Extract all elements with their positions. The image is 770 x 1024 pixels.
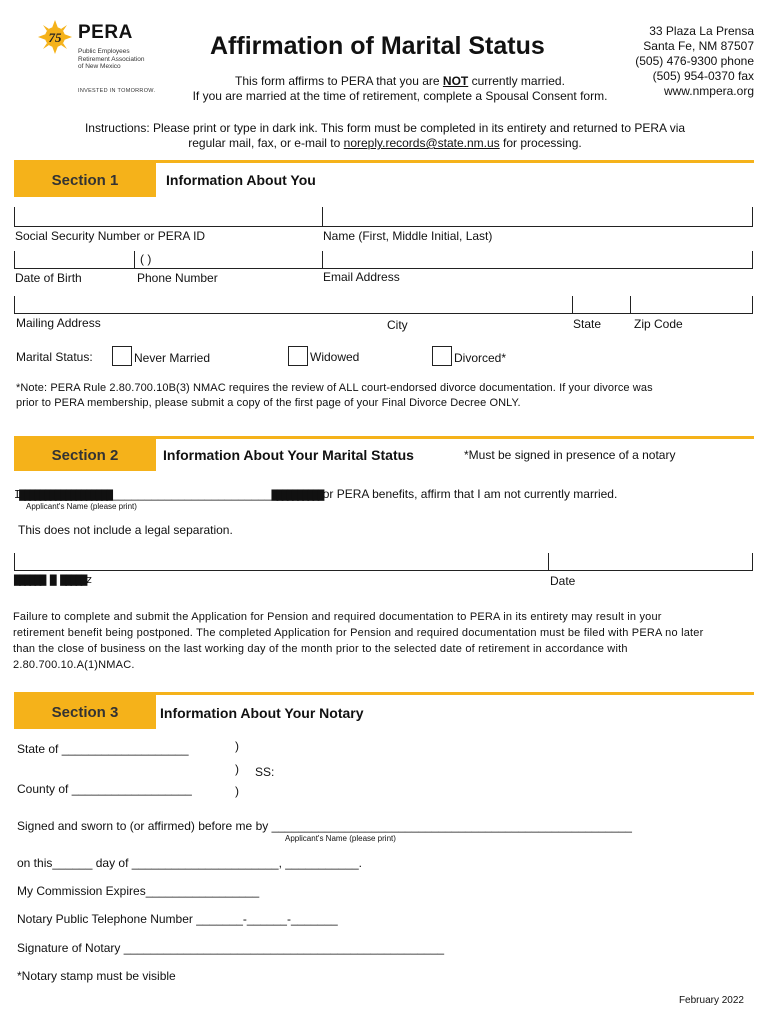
divorce-note [16,381,756,411]
divorce-note-line-2: prior to PERA membership, please submit a copy of the first page of your Final Divorce Decree ONLY. [16,397,521,409]
email-field-left [322,251,323,269]
name-label: Name (First, Middle Initial, Last) [323,229,493,243]
divorced-checkbox[interactable] [432,346,452,366]
address-fax: (505) 954-0370 fax [652,69,754,83]
intro-not: NOT [442,74,469,88]
never-married-label: Never Married [134,351,211,365]
zip-input[interactable] [632,297,750,313]
signed-sworn-field[interactable]: Signed and sworn to (or affirmed) before me by ______________________________________________________ [17,819,632,833]
notary-signature-field[interactable]: Signature of Notary ________________________________________________ [17,941,445,955]
email-input[interactable] [325,252,750,268]
phone-label: Phone Number [137,271,218,285]
section-3-tab: Section 3 [14,695,156,729]
instructions [30,121,740,151]
instructions-line-2-pre: regular mail, fax, or e-mail to [188,136,344,150]
intro-text-pre: This form affirms to PERA that you are [235,74,443,88]
failure-line-4: 2.80.700.10.A(1)NMAC. [13,659,135,671]
ssn-label: Social Security Number or PERA ID [15,229,206,243]
zip-field-right [752,296,753,314]
row3-underline [14,313,753,314]
paren-2: ) [235,762,239,776]
notary-state-field[interactable]: State of ___________________ [17,742,189,756]
form-revision-date: February 2022 [678,995,744,1006]
address-website[interactable]: www.nmpera.org [663,84,754,98]
pera-address-block [635,24,754,99]
sun-logo-icon [38,20,72,54]
widowed-label: Widowed [310,350,360,364]
applicant-signature-input[interactable] [16,554,546,570]
notary-requirement-note: *Must be signed in presence of a notary [464,448,676,462]
form-intro [160,74,640,104]
address-city: Santa Fe, NM 87507 [643,39,754,53]
affirmation-text: or PERA benefits, affirm that I am not currently married. [322,487,618,501]
zip-label: Zip Code [634,317,683,331]
date-field-right [752,553,753,571]
never-married-checkbox[interactable] [112,346,132,366]
logo-org-subtitle: Public Employees Retirement Association of New Mexico [78,48,145,70]
signature-date-input[interactable] [550,554,750,570]
row2-underline [14,268,753,269]
section-3-title: Information About Your Notary [160,705,364,721]
widowed-checkbox[interactable] [288,346,308,366]
paren-3: ) [235,784,239,798]
mailing-address-input[interactable] [16,297,570,313]
intro-line-2: If you are married at the time of retirement, complete a Spousal Consent form. [192,89,608,103]
failure-line-1: Failure to complete and submit the Application for Pension and required documentation to PERA in its entirety may result in your [13,611,662,623]
state-label: State [573,317,602,331]
email-label: Email Address [323,270,400,284]
paren-1: ) [235,739,239,753]
applicant-name-caption: Applicant's Name (please print) [26,502,137,511]
date-field-left [548,553,549,571]
dob-field-left [14,251,15,269]
instructions-email-link[interactable]: noreply.records@state.nm.us [343,136,500,150]
ssn-input[interactable] [16,208,320,226]
commission-expires-field[interactable]: My Commission Expires_________________ [17,884,260,898]
phone-area-code-parens[interactable]: ( ) [140,252,152,266]
affirmation-garbled-text-2: ▇▇▇▇▇▇▇▇▇▇ [271,488,323,501]
legal-separation-note: This does not include a legal separation. [18,523,233,537]
applicant-name-blank[interactable]: ________________________ [111,487,272,501]
ss-label: SS: [255,765,275,779]
section-2-title: Information About Your Marital Status [163,447,414,463]
name-field-right [752,207,753,227]
logo-badge-text: 75 [48,30,62,45]
dob-input[interactable] [16,252,132,268]
email-field-right [752,251,753,269]
divorced-label: Divorced* [454,351,507,365]
failure-line-3: than the close of business on the last working day of the month prior to the selected date of retirement in accordance with [13,643,628,655]
affirmation-garbled-text-1: I▇▇▇▇▇▇▇▇▇▇▇▇▇▇▇▇▇▇ [14,488,112,501]
signature-field-left [14,553,15,571]
row1-underline [14,226,753,227]
marital-status-label: Marital Status: [16,350,93,364]
zip-field-left [630,296,631,314]
signature-row-underline [14,570,753,571]
failure-line-2: retirement benefit being postponed. The completed Application for Pension and required documentation must be filed with PERA no later [13,627,704,639]
address-phone: (505) 476-9300 phone [635,54,754,68]
affirmation-statement [14,487,617,501]
dob-label: Date of Birth [15,271,82,285]
divorce-note-line-1: *Note: PERA Rule 2.80.700.10B(3) NMAC requires the review of ALL court-endorsed divorce documentation. If your divorce was [16,382,653,394]
field-divider [322,207,323,227]
signature-garbled-label: ▇▇▇▇▇▇ ▇ ▇▇▇▇▇z [14,573,91,586]
logo-tagline: INVESTED IN TOMORROW. [78,88,156,94]
failure-notice [13,609,751,673]
notary-county-field[interactable]: County of __________________ [17,782,192,796]
notary-stamp-note: *Notary stamp must be visible [17,969,176,983]
state-field-left [572,296,573,314]
instructions-line-2-post: for processing. [499,136,582,150]
pera-logo [36,18,156,98]
section-2-tab: Section 2 [14,439,156,471]
intro-text-post: currently married. [468,74,565,88]
form-title: Affirmation of Marital Status [210,32,545,60]
logo-org-name: PERA [78,22,133,43]
name-input[interactable] [325,208,750,226]
notary-phone-field[interactable]: Notary Public Telephone Number _______-______-_______ [17,912,338,926]
date-label: Date [550,574,576,588]
ssn-field-left [14,207,15,227]
city-label: City [387,318,408,332]
address-street: 33 Plaza La Prensa [649,24,754,38]
address-field-left [14,296,15,314]
section-1-title: Information About You [166,172,316,188]
state-input[interactable] [574,297,628,313]
mailing-address-label: Mailing Address [16,316,101,330]
instructions-line-1: Instructions: Please print or type in dark ink. This form must be completed in its entirety and returned to PERA via [84,121,686,135]
on-this-day-field[interactable]: on this______ day of ______________________, ___________. [17,856,362,870]
section-1-tab: Section 1 [14,163,156,197]
notary-applicant-name-caption: Applicant's Name (please print) [285,834,396,843]
phone-field-left [134,251,135,269]
